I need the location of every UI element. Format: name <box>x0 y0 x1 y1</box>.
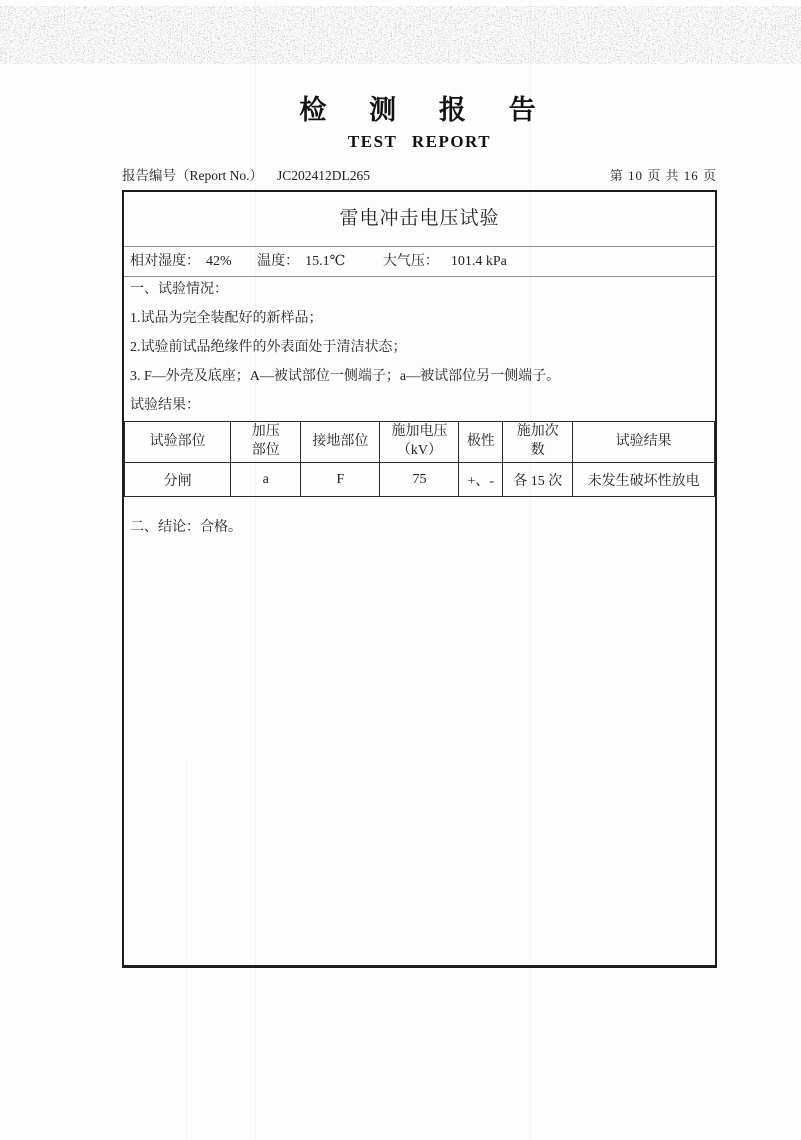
box-body <box>124 275 715 542</box>
test-section-box <box>122 190 717 968</box>
section-title: 雷电冲击电压试验 <box>124 192 715 247</box>
table-cell: a <box>231 463 301 497</box>
table-cell: +、- <box>459 463 503 497</box>
report-number <box>122 164 370 184</box>
table-header-cell: 加压 部位 <box>231 422 301 463</box>
humidity-label: 相对湿度： <box>130 254 200 269</box>
temperature <box>257 254 345 269</box>
table-header-row <box>125 422 715 463</box>
table-cell: 各 15 次 <box>503 463 573 497</box>
table-cell: F <box>301 463 380 497</box>
humidity-value: 42% <box>206 254 232 269</box>
note-line: 3. F—外壳及底座；A—被试部位一侧端子；a—被试部位另一侧端子。 <box>130 369 561 384</box>
conclusion-line: 二、结论：合格。 <box>130 520 242 535</box>
page-indicator: 第 10 页 共 16 页 <box>609 168 717 183</box>
pressure-label: 大气压： <box>382 254 439 269</box>
report-number-value: JC202412DL265 <box>277 168 371 183</box>
note-line: 1.试品为完全装配好的新样品； <box>130 311 323 326</box>
page-subtitle: TEST REPORT <box>347 132 492 151</box>
table-cell: 分闸 <box>125 463 231 497</box>
table-cell: 未发生破坏性放电 <box>573 463 715 497</box>
page-title: 检 测 报 告 <box>299 95 554 125</box>
pressure <box>383 254 507 269</box>
note-line: 2.试验前试品绝缘件的外表面处于清洁状态； <box>130 340 407 355</box>
temperature-value: 15.1℃ <box>305 254 346 269</box>
pressure-value: 101.4 kPa <box>450 254 507 269</box>
table-header-cell: 接地部位 <box>301 422 380 463</box>
report-meta-row <box>122 162 717 184</box>
report-number-label: 报告编号（Report No.） <box>122 168 263 183</box>
results-label: 试验结果： <box>130 398 200 413</box>
document-content <box>122 88 717 968</box>
table-header-cell: 极性 <box>459 422 503 463</box>
table-cell: 75 <box>380 463 459 497</box>
table-header-cell: 施加次 数 <box>503 422 573 463</box>
humidity <box>130 254 232 269</box>
table-header-cell: 试验结果 <box>573 422 715 463</box>
section-heading: 一、试验情况： <box>130 282 228 297</box>
table-row <box>125 463 715 497</box>
conditions-row <box>124 247 715 277</box>
scan-noise-band <box>0 6 801 64</box>
results-table <box>124 421 715 497</box>
table-header-cell: 试验部位 <box>125 422 231 463</box>
temperature-label: 温度： <box>257 254 300 269</box>
table-header-cell: 施加电压 （kV） <box>380 422 459 463</box>
